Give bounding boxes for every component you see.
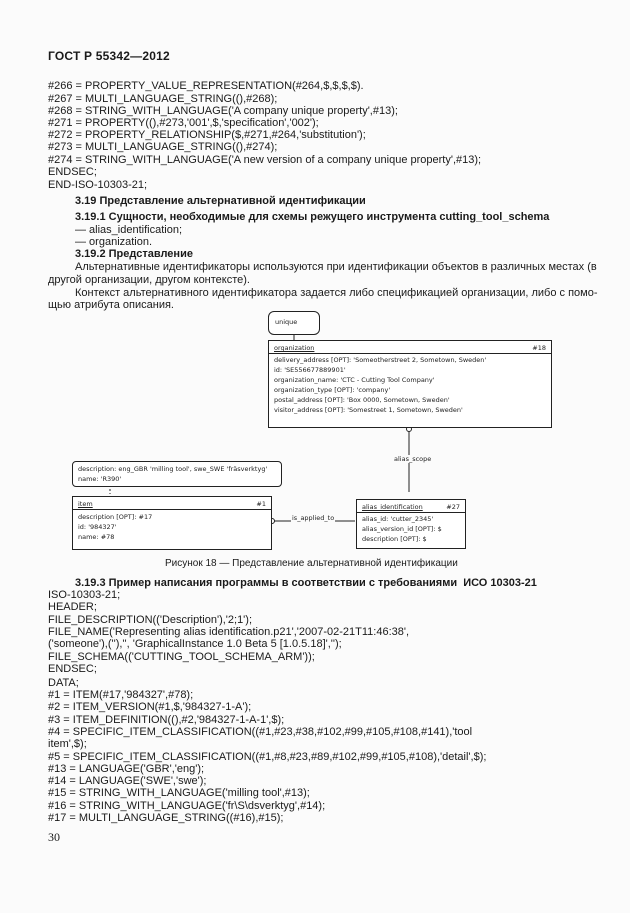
entity-divider xyxy=(357,512,465,513)
entity-id: #18 xyxy=(532,344,546,352)
unique-label: unique xyxy=(275,318,298,326)
entity-id: #1 xyxy=(256,500,266,508)
code-line: #268 = STRING_WITH_LANGUAGE('A company unique property',#13); xyxy=(48,105,398,117)
entity-attr: description [OPT]: #17 xyxy=(78,513,153,521)
code-line: item',$); xyxy=(48,738,87,750)
code-line: #2 = ITEM_VERSION(#1,$,'984327-1-A'); xyxy=(48,701,252,713)
entity-attr: organization_name: 'CTC - Cutting Tool Company' xyxy=(274,376,435,384)
alias-identification-entity xyxy=(356,499,466,549)
entity-attr: organization_type [OPT]: 'company' xyxy=(274,386,391,394)
figure-caption: Рисунок 18 — Представление альтернативной идентификации xyxy=(165,558,458,569)
entity-attr: alias_id: 'cutter_2345' xyxy=(362,515,434,523)
code-line: #17 = MULTI_LANGUAGE_STRING((#16),#15); xyxy=(48,812,284,824)
list-item: — alias_identification; xyxy=(75,224,183,236)
entity-attr: delivery_address [OPT]: 'Someotherstreet 2, Sometown, Sweden' xyxy=(274,356,487,364)
entity-divider xyxy=(73,509,271,510)
code-line: END-ISO-10303-21; xyxy=(48,179,148,191)
paragraph-line: Контекст альтернативного идентификатора задается либо спецификацией организации, либо с помо- xyxy=(75,287,598,299)
code-line: FILE_SCHEMA(('CUTTING_TOOL_SCHEMA_ARM')); xyxy=(48,651,315,663)
code-line: #266 = PROPERTY_VALUE_REPRESENTATION(#264,$,$,$,$). xyxy=(48,80,364,92)
subsection-heading: 3.19.3 Пример написания программы в соответствии с требованиями ИСО 10303-21 xyxy=(75,577,537,589)
note-line: name: 'R390' xyxy=(78,475,122,483)
code-line: #5 = SPECIFIC_ITEM_CLASSIFICATION((#1,#8,#23,#89,#102,#99,#105,#108),'detail',$); xyxy=(48,751,487,763)
code-line: HEADER; xyxy=(48,601,97,613)
entity-name: alias_identification xyxy=(362,503,423,511)
paragraph-line: другой организации, другом контексте). xyxy=(48,274,250,286)
item-entity xyxy=(72,496,272,550)
description-note xyxy=(72,461,282,487)
unique-constraint-box xyxy=(268,311,320,335)
note-line: description: eng_GBR 'milling tool', swe_SWE 'fräsverktyg' xyxy=(78,465,268,473)
subsection-heading: 3.19.2 Представление xyxy=(75,248,193,260)
code-line: #13 = LANGUAGE('GBR','eng'); xyxy=(48,763,205,775)
entity-attr: id: '984327' xyxy=(78,523,117,531)
document-header: ГОСТ Р 55342—2012 xyxy=(48,49,170,63)
code-line: #16 = STRING_WITH_LANGUAGE('fr\S\dsverktyg',#14); xyxy=(48,800,326,812)
code-line: #274 = STRING_WITH_LANGUAGE('A new version of a company unique property',#13); xyxy=(48,154,482,166)
code-line: #14 = LANGUAGE('SWE','swe'); xyxy=(48,775,207,787)
code-line: #272 = PROPERTY_RELATIONSHIP($,#271,#264,'substitution'); xyxy=(48,129,366,141)
code-line: ENDSEC; xyxy=(48,663,97,675)
code-line: #273 = MULTI_LANGUAGE_STRING((),#274); xyxy=(48,141,278,153)
section-heading: 3.19 Представление альтернативной идентификации xyxy=(75,195,366,207)
entity-divider xyxy=(269,353,551,354)
entity-attr: description [OPT]: $ xyxy=(362,535,427,543)
code-line: FILE_DESCRIPTION(('Description'),'2;1'); xyxy=(48,614,252,626)
code-line: ISO-10303-21; xyxy=(48,589,121,601)
code-line: #271 = PROPERTY((),#273,'001',$,'specification','002'); xyxy=(48,117,319,129)
entity-attr: postal_address [OPT]: 'Box 0000, Sometown, Sweden' xyxy=(274,396,450,404)
entity-name: organization xyxy=(274,344,315,352)
code-line: DATA; xyxy=(48,677,79,689)
relationship-label: is_applied_to xyxy=(292,514,335,522)
code-line: #267 = MULTI_LANGUAGE_STRING((),#268); xyxy=(48,93,278,105)
entity-name: item xyxy=(78,500,93,508)
code-line: #1 = ITEM(#17,'984327',#78); xyxy=(48,689,194,701)
relationship-label: alias_scope xyxy=(394,455,432,463)
list-item: — organization. xyxy=(75,236,153,248)
entity-attr: id: 'SE556677889901' xyxy=(274,366,346,374)
subsection-heading: 3.19.1 Сущности, необходимые для схемы режущего инструмента cutting_tool_schema xyxy=(75,211,550,223)
code-line: #4 = SPECIFIC_ITEM_CLASSIFICATION((#1,#23,#38,#102,#99,#105,#108,#141),'tool xyxy=(48,726,473,738)
entity-id: #27 xyxy=(446,503,460,511)
code-line: #15 = STRING_WITH_LANGUAGE('milling tool',#13); xyxy=(48,787,310,799)
code-line: #3 = ITEM_DEFINITION((),#2,'984327-1-A-1',$); xyxy=(48,714,285,726)
code-line: FILE_NAME('Representing alias identification.p21','2007-02-21T11:46:38', xyxy=(48,626,410,638)
code-line: ('someone'),(''),'', 'GraphicalInstance 1.0 Beta 5 [1.0.5.18]',''); xyxy=(48,638,342,650)
entity-attr: name: #78 xyxy=(78,533,115,541)
organization-entity xyxy=(268,340,552,428)
code-line: ENDSEC; xyxy=(48,166,97,178)
page-number: 30 xyxy=(48,830,60,844)
entity-attr: alias_version_id [OPT]: $ xyxy=(362,525,442,533)
paragraph-line: щью атрибута описания. xyxy=(48,299,174,311)
entity-attr: visitor_address [OPT]: 'Somestreet 1, Sometown, Sweden' xyxy=(274,406,463,414)
paragraph-line: Альтернативные идентификаторы используются при идентификации объектов в различных местах (в xyxy=(75,261,597,273)
